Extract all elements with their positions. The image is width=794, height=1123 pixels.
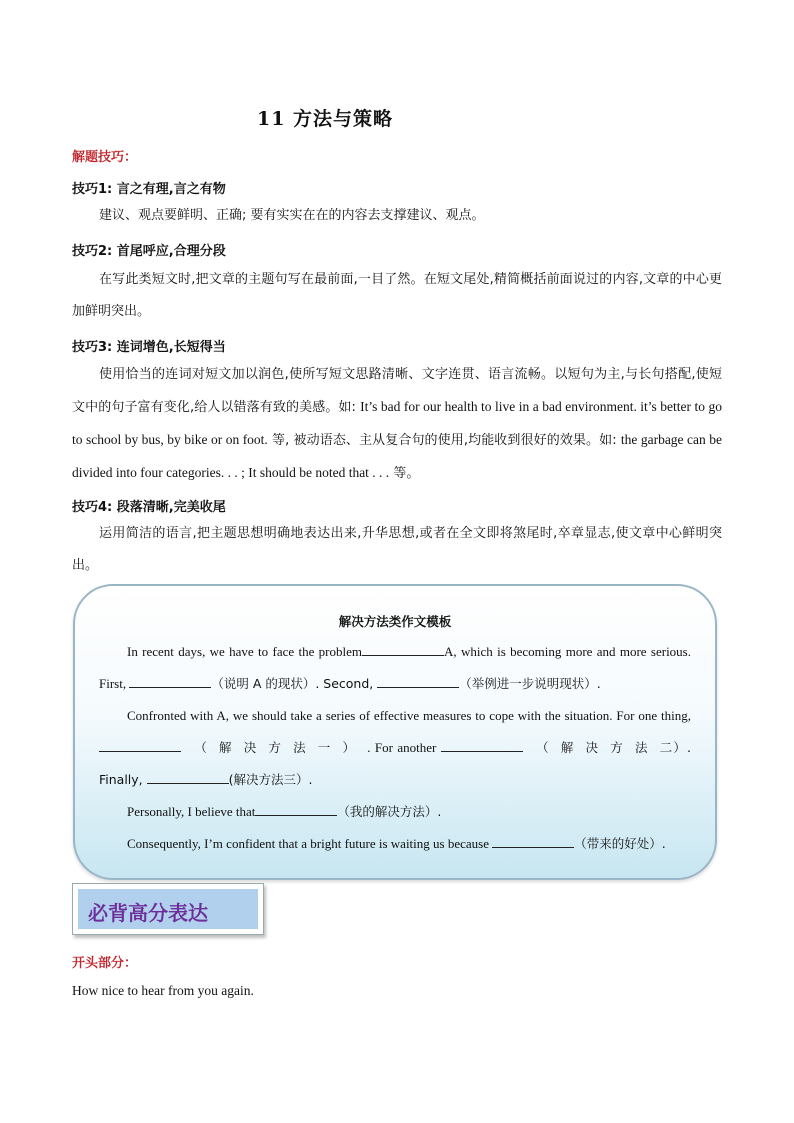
template-text: 二）. Finally, <box>99 740 692 787</box>
fill-blank <box>362 644 444 656</box>
template-text: Confronted with A, we should take a series of effective measures to cope with the situation. For one thing, <box>127 708 691 723</box>
opening-example: How nice to hear from you again. <box>72 983 254 998</box>
tip-1-body: 建议、观点要鲜明、正确; 要有实实在在的内容去支撑建议、观点。 <box>99 208 485 223</box>
section-banner <box>72 883 264 935</box>
tip-3-body <box>72 359 722 490</box>
template-text: （举例进一步说明现状）. <box>459 676 601 691</box>
tip-2-heading: 技巧2: 首尾呼应,合理分段 <box>72 244 226 259</box>
template-text: . For another <box>367 740 441 755</box>
template-paragraph-3 <box>99 796 691 828</box>
tip-1-heading: 技巧1: 言之有理,言之有物 <box>72 182 226 197</box>
template-text: （解决方法一） <box>194 740 368 755</box>
tip-4-body: 运用简洁的语言,把主题思想明确地表达出来,升华思想,或者在全文即将煞尾时,卒章显志,使文章中心鲜明突出。 <box>72 526 722 573</box>
tip-3-example-1: It’s bad for our health to live in a bad environment. it’s better to go to school by bus, by bike or on foot. <box>72 399 722 447</box>
section-label: 解题技巧： <box>72 150 138 165</box>
fill-blank <box>255 804 337 816</box>
fill-blank <box>147 772 229 784</box>
template-text: （说明 A 的现状）. Second, <box>211 676 378 691</box>
fill-blank <box>492 836 574 848</box>
template-text: A, which is becoming more and more serious. First, <box>99 644 691 691</box>
template-text: （带来的好处）. <box>574 836 666 851</box>
template-text: (解决方法三）. <box>228 772 313 787</box>
template-text: In recent days, we have to face the problem <box>127 644 363 659</box>
fill-blank <box>441 740 523 752</box>
template-text: （我的解决方法）. <box>337 804 442 819</box>
page-title: 11 方法与策略 <box>256 108 394 130</box>
tip-2-body: 在写此类短文时,把文章的主题句写在最前面,一目了然。在短文尾处,精简概括前面说过的内容,文章的中心更加鲜明突出。 <box>72 272 722 319</box>
banner-title: 必背高分表达 <box>88 901 208 925</box>
banner-background <box>78 889 258 929</box>
tip-4-heading: 技巧4: 段落清晰,完美收尾 <box>72 500 226 515</box>
fill-blank <box>99 740 181 752</box>
template-text: （解决方法 <box>536 740 660 755</box>
opening-label: 开头部分： <box>72 956 138 971</box>
template-text: Consequently, I’m confident that a bright future is waiting us because <box>127 836 493 851</box>
tip-3-text-1: 使用恰当的连词对短文加以润色,使所写短文思路清晰、文字连贯、语言流畅。以短句为主,与长句搭配,使短文中的句子富有变化,给人以错落有致的美感。如: <box>72 367 722 415</box>
tip-3-text-3: 等。 <box>389 466 420 481</box>
template-box <box>73 584 717 880</box>
template-title: 解决方法类作文模板 <box>338 614 452 629</box>
fill-blank <box>129 676 211 688</box>
tip-3-text-2: 等, 被动语态、主从复合句的使用,均能收到很好的效果。如: <box>267 433 621 448</box>
tip-3-example-2: the garbage can be divided into four categories. . . ; It should be noted that . . . <box>72 432 722 480</box>
template-paragraph-1 <box>99 636 691 700</box>
template-paragraph-4 <box>99 828 691 860</box>
tip-3-heading: 技巧3: 连词增色,长短得当 <box>72 340 226 355</box>
fill-blank <box>377 676 459 688</box>
template-paragraph-2 <box>99 700 691 796</box>
template-text: Personally, I believe that <box>127 804 256 819</box>
